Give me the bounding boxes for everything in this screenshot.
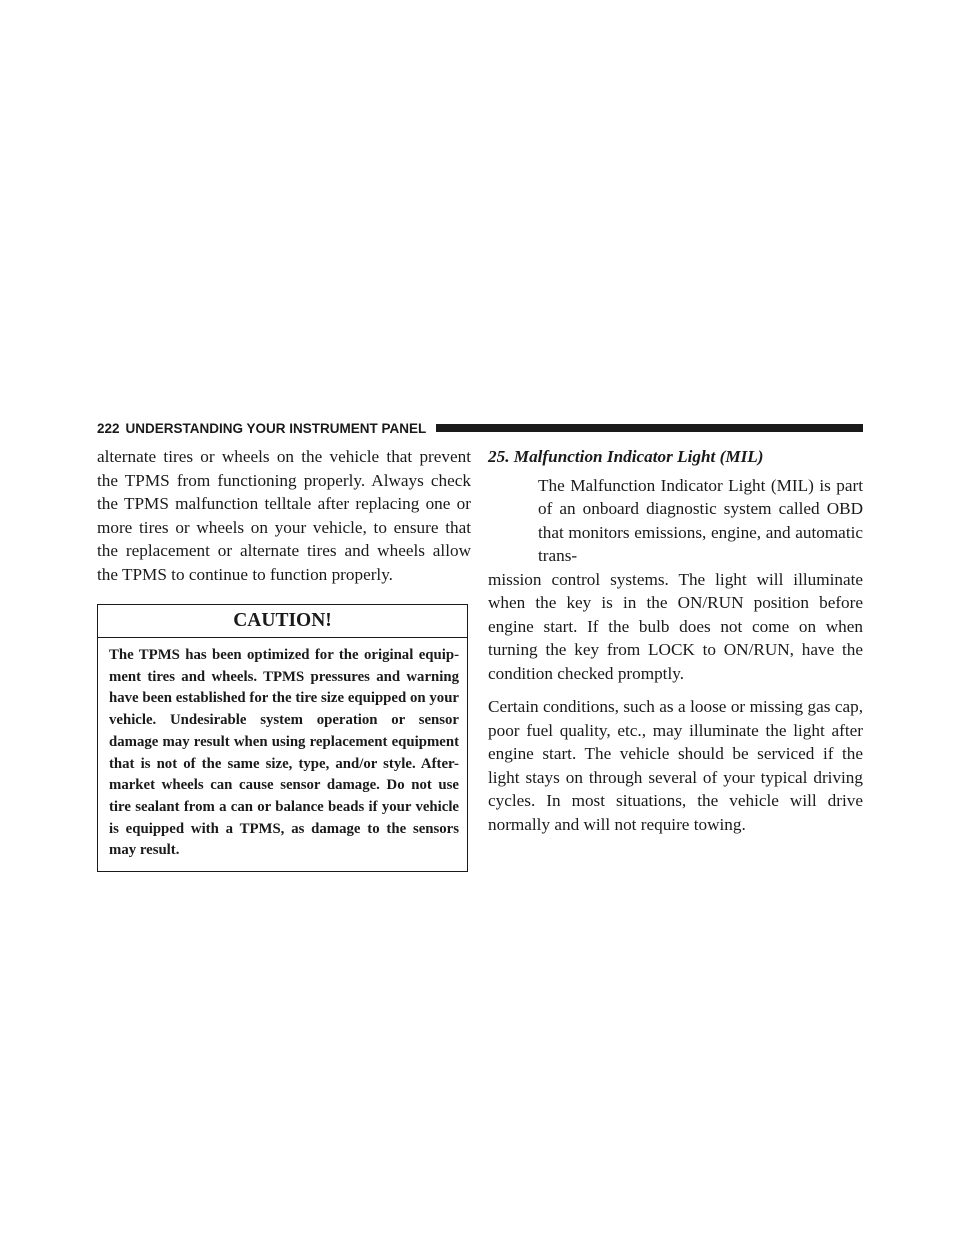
mil-heading: 25. Malfunction Indicator Light (MIL)	[488, 447, 764, 466]
page-header	[97, 418, 863, 438]
section-title: UNDERSTANDING YOUR INSTRUMENT PANEL	[125, 420, 427, 436]
caution-text: The TPMS has been optimized for the original equip- ment tires and wheels. TPMS pressures and warning have been established for the tire size equipped on your vehicle. Undesirable system operation or sensor damage may result when using replacement equipment that is not of the same size, type, and/or style. After- market wheels can cause sensor damage. Do not use tire sealant from a can or balance beads if your vehicle is equipped with a TPMS, as damage to the sensors may result.	[109, 647, 459, 859]
right-column	[488, 445, 863, 836]
caution-title: CAUTION!	[98, 605, 467, 638]
intro-paragraph: alternate tires or wheels on the vehicle that prevent the TPMS from functioning properly. Always check the TPMS malfunction telltale after replacing one or more tires or wheels on your vehicle, to ensure that the replacement or alternate tires and wheels allow the TPMS to continue to function properly.	[97, 447, 471, 584]
caution-box	[97, 604, 468, 872]
header-rule	[436, 424, 863, 432]
mil-text-rest: mission control systems. The light will illuminate when the key is in the ON/RUN position before engine start. If the bulb does not come on when turning the key from LOCK to ON/RUN, have the condition checked promptly.	[488, 569, 863, 683]
mil-icon-placeholder	[488, 474, 538, 544]
mil-paragraph	[488, 474, 863, 686]
conditions-paragraph: Certain conditions, such as a loose or missing gas cap, poor fuel quality, etc., may illuminate the light after engine start. The vehicle should be serviced if the light stays on through several of your typical driving cycles. In most situations, the vehicle will drive normally and will not require towing.	[488, 697, 863, 834]
page-number: 222	[97, 420, 120, 436]
mil-text-lead: The Malfunction Indicator Light (MIL) is part of an onboard diagnostic system called OBD that monitors emissions, engine, and automatic trans-	[538, 475, 863, 565]
left-column	[97, 445, 471, 872]
